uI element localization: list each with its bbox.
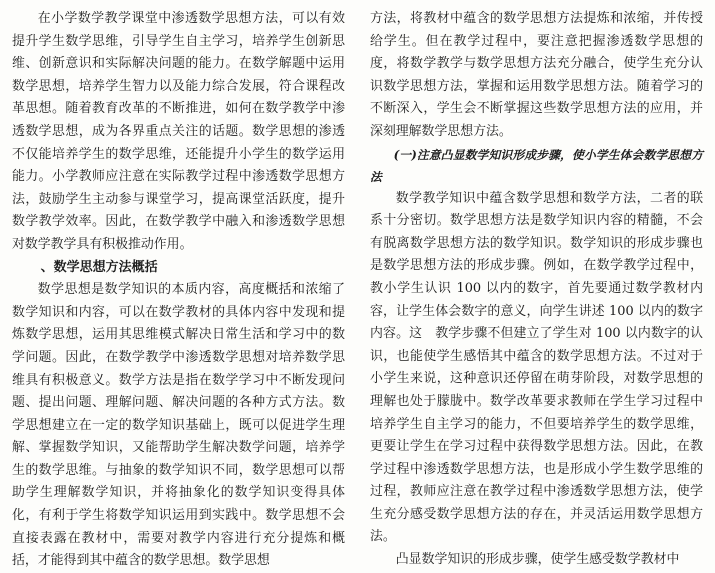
section-heading: 、数学思想方法概括 bbox=[40, 259, 158, 275]
knowledge-steps-paragraph: 数学教学知识中蕴含数学思想和数学方法，二者的联系十分密切。数学思想方法是数学知识内容的精髓，不会有脱离数学思想方法的数学知识。数学知识的形成步骤也是数学思想方法的形成步骤。例如，在数学教学过程中，教小学生认识 100 以内的数字，首先要通过数学教材内容，让学生体会数字的意义，向学生讲述 100 以内的数字内容。这 教学步骤不但建立了学生对 100 以内数字的认识，也能使学生感悟其中蕴含的数学思想方法。不过对于小学生来说，这种意识还停留在萌芽阶段，对数学思想的理解也处于朦胧中。数学改革要求教师在学生学习过程中培养学生自主学习的能力，不但要培养学生的数学思维，更要让学生在学习过程中获得数学思想方法。因此，在教学过程中渗透数学思想方法，也是形成小学生数学思维的过程，教师应注意在教学过程中渗透数学思想方法，使学生充分感受数学思想方法的存在，并灵活运用数学思想方法。 bbox=[370, 190, 703, 545]
left-column bbox=[12, 8, 345, 569]
intro-paragraph: 在小学数学教学课堂中渗透数学思想方法，可以有效提升学生数学思维，引导学生自主学习，培养学生创新思维、创新意识和实际解决问题的能力。在数学解题中运用数学思想，培养学生智力以及能力综合发展，符合课程改革思想。随着教育改革的不断推进，如何在数学教学中渗透数学思想，成为各界重点关注的话题。数学思想的渗透不仅能培养学生的数学思维，还能提升小学生的数学运用能力。小学教师应注意在实际教学过程中渗透数学思想方法，鼓励学生主动参与课堂学习，提高课堂活跃度，提升数学教学效率。因此，在数学教学中融入和渗透数学思想对数学教学具有积极推动作用。 bbox=[12, 11, 345, 252]
subsection-heading: (一)注意凸显数学知识形成步骤，使小学生体会数学思想方法 bbox=[370, 147, 703, 184]
right-column bbox=[370, 8, 703, 568]
math-thought-paragraph: 数学思想是数学知识的本质内容，高度概括和浓缩了数学知识和内容，可以在数学教材的具体内容中发现和提炼数学思想，运用其思维模式解决日常生活和学习中的数学问题。因此，在数学教学中渗透数学思想对培养数学思维具有积极意义。数学方法是指在数学学习中不断发现问题、提出问题、理解问题、解决问题的各种方式方法。数学思想建立在一定的数学知识基础上，既可以促进学生理解、掌握数学知识，又能帮助学生解决数学问题，培养学生的数学思维。与抽象的数学知识不同，数学思想可以帮助学生理解数学知识，并将抽象化的数学知识变得具体化，有利于学生将数学知识运用到实践中。数学思想不会直接表露在教材中，需要对教学内容进行充分提炼和概括，才能得到其中蕴含的数学思想。数学思想 bbox=[12, 282, 345, 569]
continued-paragraph: 方法，将教材中蕴含的数学思想方法提炼和浓缩，并传授给学生。但在教学过程中，要注意把握渗透数学思想的度，将数学教学与数学思想方法充分融合，使学生充分认识数学思想方法，掌握和运用数学思想方法。随着学习的不断深入，学生会不断掌握这些数学思想方法的应用，并深刻理解数学思想方法。 bbox=[370, 11, 703, 139]
final-paragraph: 凸显数学知识的形成步骤，使学生感受数学教材中 bbox=[395, 552, 680, 568]
